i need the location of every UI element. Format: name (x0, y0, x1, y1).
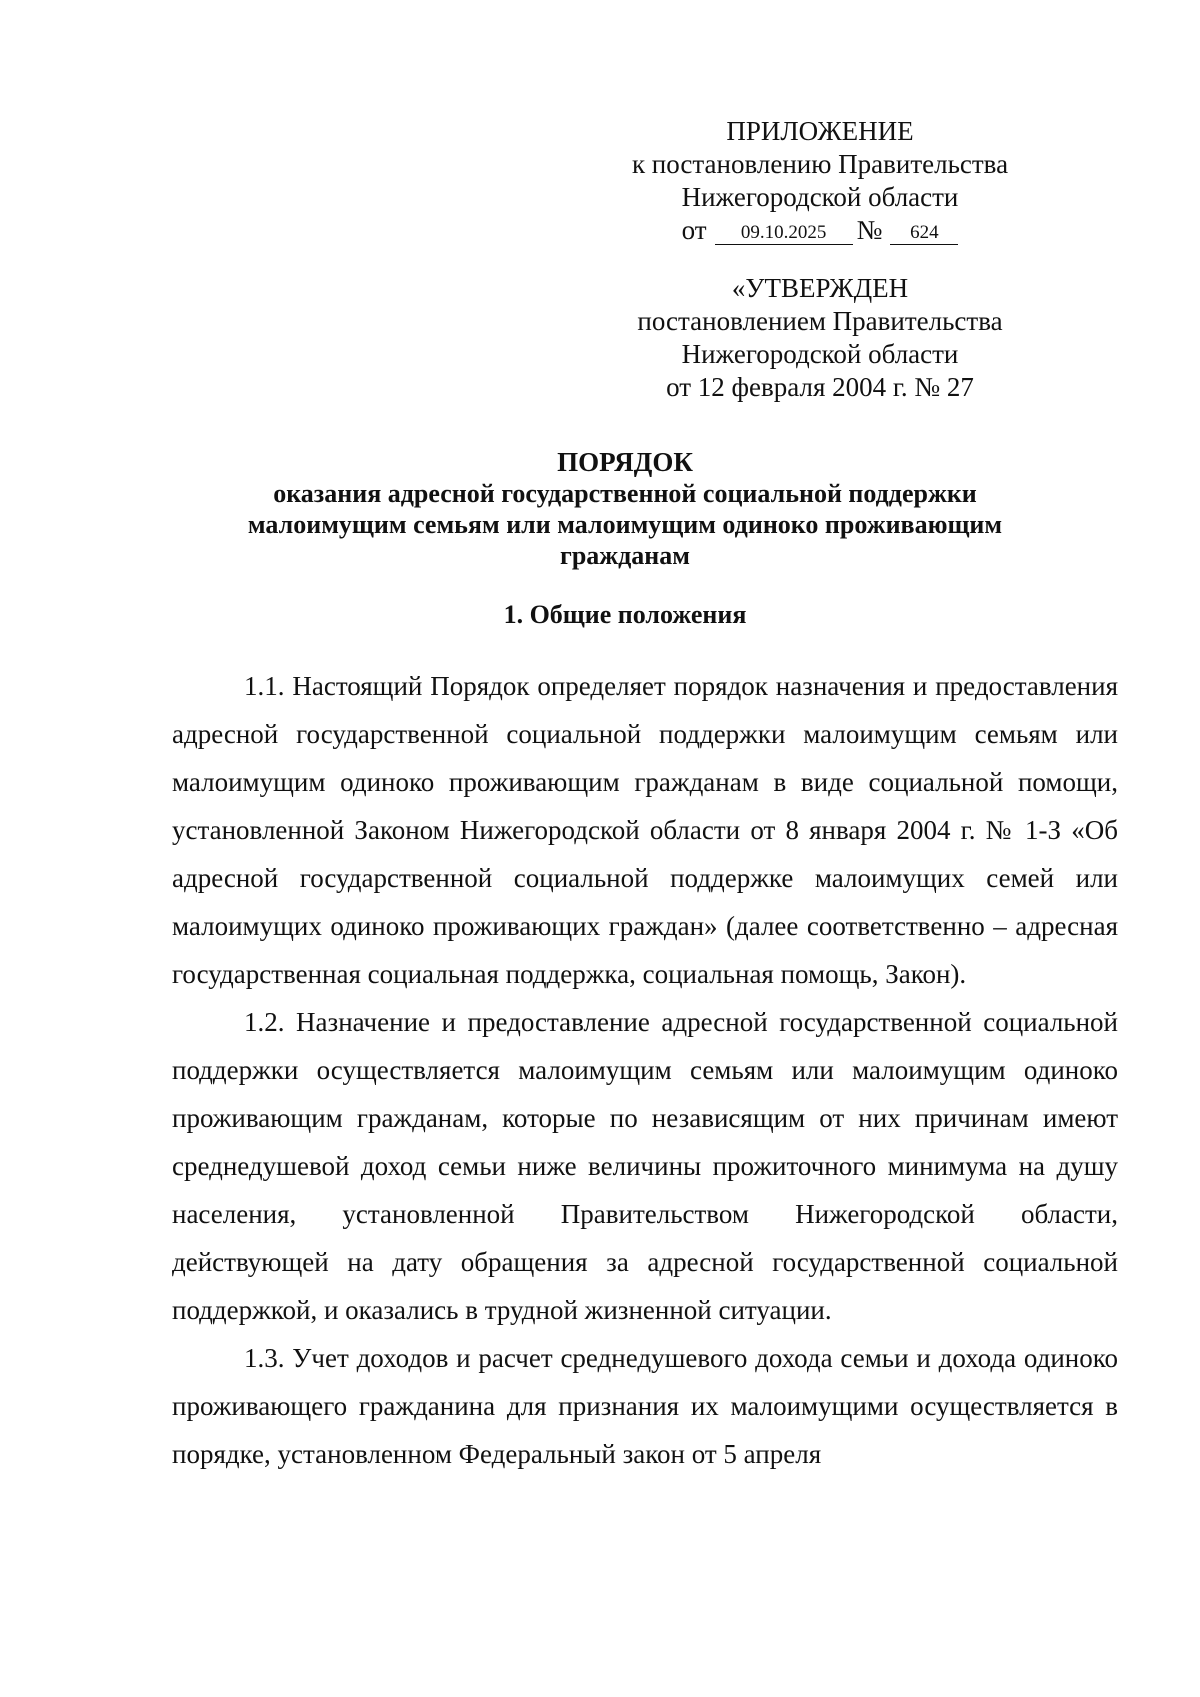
body-text (172, 662, 1118, 1478)
title-line-4: гражданам (560, 541, 690, 570)
annex-title: ПРИЛОЖЕНИЕ (726, 116, 914, 146)
annex-date-number-line (560, 214, 1080, 247)
paragraph-1-1: 1.1. Настоящий Порядок определяет порядок назначения и предоставления адресной государственной социальной поддержки малоимущим семьям или малоимущим одиноко проживающим гражданам в виде социальной помощи, установленной Законом Нижегородской области от 8 января 2004 г. № 1-З «Об адресной государственной социальной поддержке малоимущих семей или малоимущих одиноко проживающих граждан» (далее соответственно – адресная государственная социальная поддержка, социальная помощь, Закон). (172, 671, 1118, 989)
approved-title: «УТВЕРЖДЕН (731, 273, 909, 303)
number-field: 624 (890, 222, 958, 245)
approved-header (560, 272, 1080, 404)
title-line-2: оказания адресной государственной социальной поддержки (273, 479, 977, 508)
annex-line-resolution: к постановлению Правительства (631, 149, 1009, 179)
from-label: от (681, 215, 707, 245)
title-line-3: малоимущим семьям или малоимущим одиноко проживающим (247, 510, 1003, 539)
paragraph-1-3: 1.3. Учет доходов и расчет среднедушевого дохода семьи и дохода одиноко проживающего гражданина для признания их малоимущими осуществляется в порядке, установленном Федеральный закон от 5 апреля (172, 1343, 1118, 1469)
approved-line-date: от 12 февраля 2004 г. № 27 (666, 372, 974, 402)
section-heading: 1. Общие положения (503, 600, 747, 629)
approved-line-resolution: постановлением Правительства (637, 306, 1003, 336)
number-sign: № (856, 215, 883, 245)
title-main: ПОРЯДОК (557, 447, 693, 477)
paragraph-1-2: 1.2. Назначение и предоставление адресной государственной социальной поддержки осуществляется малоимущим семьям или малоимущим одиноко проживающим гражданам, которые по независящим от них причинам имеют среднедушевой доход семьи ниже величины прожиточного минимума на душу населения, установленной Правительством Нижегородской области, действующей на дату обращения за адресной государственной социальной поддержкой, и оказались в трудной жизненной ситуации. (172, 1007, 1118, 1325)
date-field: 09.10.2025 (715, 222, 853, 245)
document-title (160, 447, 1090, 571)
approved-line-region: Нижегородской области (681, 339, 959, 369)
annex-line-region: Нижегородской области (681, 182, 959, 212)
annex-header (560, 115, 1080, 247)
